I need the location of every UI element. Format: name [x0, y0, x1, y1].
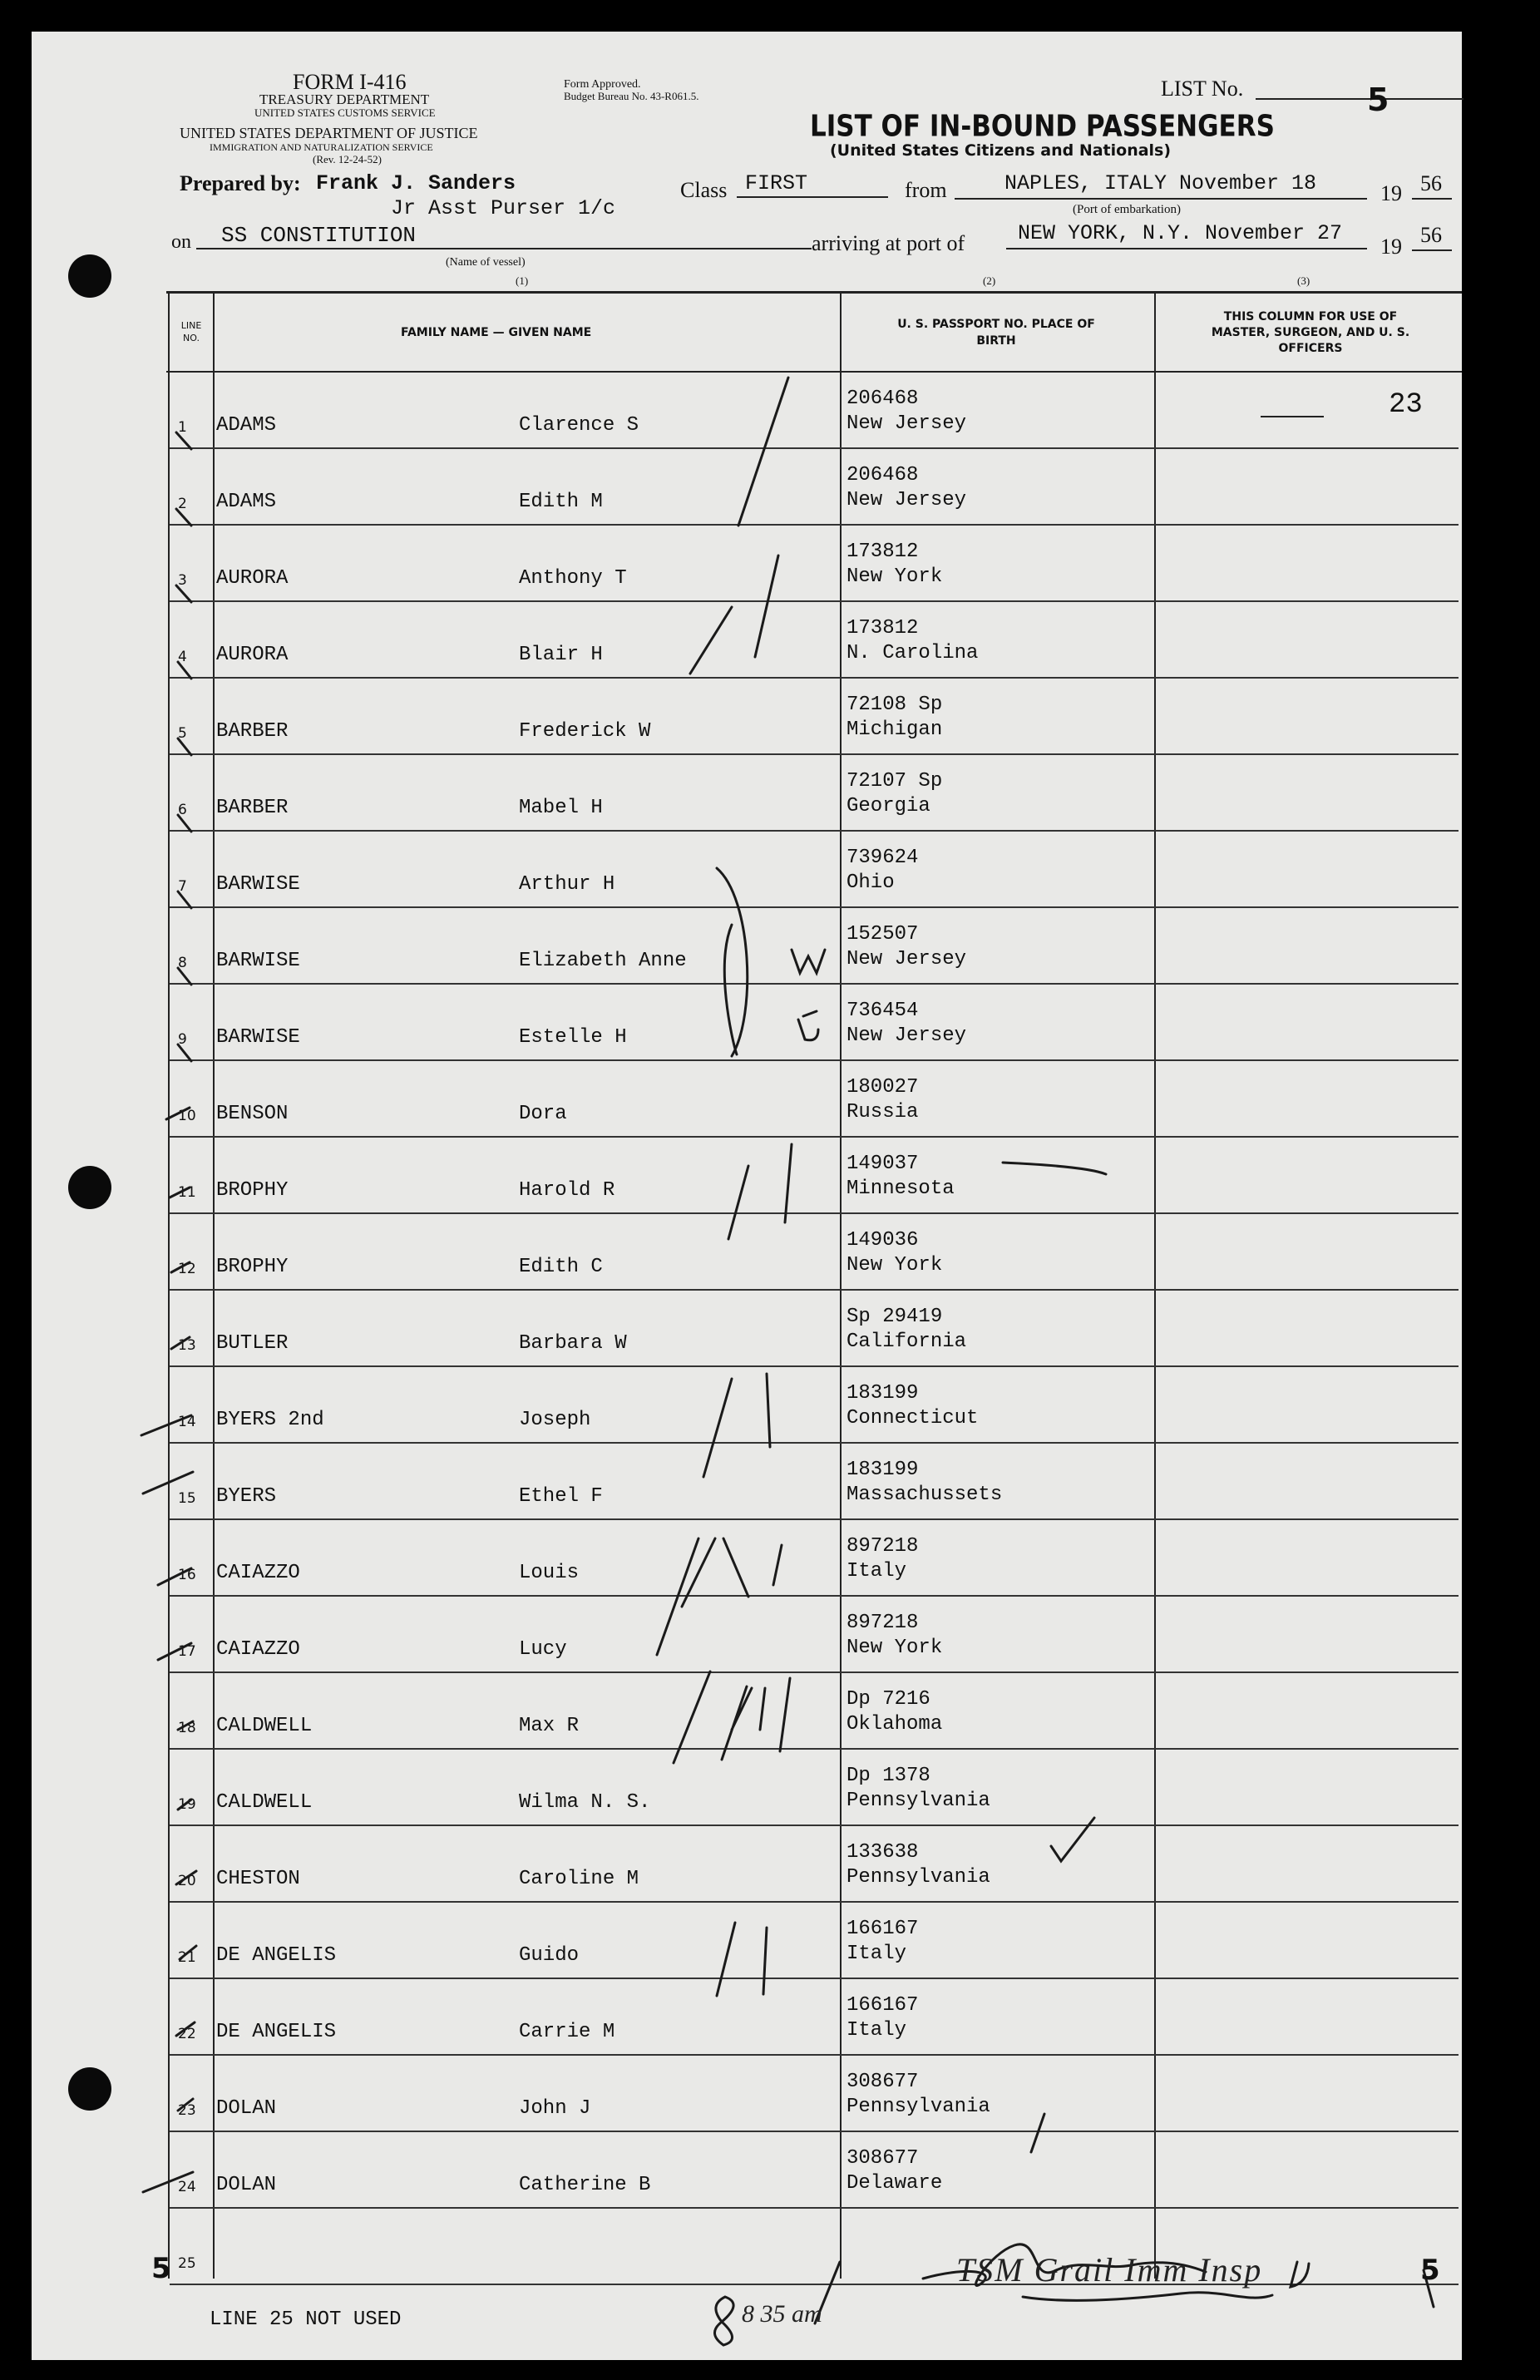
given-name: Carrie M: [519, 2021, 615, 2043]
header-officers: THIS COLUMN FOR USE OF MASTER, SURGEON, AND U. S. OFFICERS: [1211, 310, 1410, 355]
place-of-birth: Oklahoma: [847, 1713, 943, 1736]
place-of-birth: New York: [847, 1637, 943, 1659]
family-name: AURORA: [216, 567, 289, 590]
passport-number: 166167: [847, 1994, 919, 2017]
passport-number: 308677: [847, 2147, 919, 2170]
given-name: Catherine B: [519, 2174, 651, 2196]
place-of-birth: Ohio: [847, 872, 895, 894]
family-name: DE ANGELIS: [216, 1944, 337, 1967]
passport-number: Sp 29419: [847, 1306, 943, 1328]
line-number: 4: [178, 649, 187, 665]
class-label: Class: [680, 178, 728, 202]
place-of-birth: Pennsylvania: [847, 1866, 990, 1889]
given-name: Anthony T: [519, 567, 627, 590]
given-name: Barbara W: [519, 1332, 627, 1355]
from-label: from: [905, 178, 947, 202]
line-number: 20: [178, 1873, 196, 1889]
place-of-birth: New Jersey: [847, 412, 967, 435]
given-name: John J: [519, 2097, 591, 2120]
given-name: Max R: [519, 1715, 580, 1737]
place-of-birth: Georgia: [847, 795, 930, 817]
line-number: 8: [178, 955, 187, 971]
port-embark-note: (Port of embarkation): [1073, 203, 1181, 216]
passport-number: 897218: [847, 1612, 919, 1634]
form-rev: (Rev. 12-24-52): [313, 153, 382, 165]
place-of-birth: Italy: [847, 1943, 907, 1965]
line-number: 22: [178, 2026, 196, 2042]
col2-marker: (2): [983, 274, 996, 287]
passport-number: 180027: [847, 1076, 919, 1099]
place-of-birth: New York: [847, 565, 943, 588]
vessel-name: SS CONSTITUTION: [221, 223, 417, 248]
list-subtitle: (United States Citizens and Nationals): [830, 141, 1172, 160]
given-name: Arthur H: [519, 873, 615, 896]
passport-number: 897218: [847, 1535, 919, 1558]
class-value: FIRST: [745, 171, 808, 195]
form-budget: Budget Bureau No. 43-R061.5.: [564, 90, 699, 102]
place-of-birth: New York: [847, 1254, 943, 1276]
arrival-value: NEW YORK, N.Y. November 27: [1018, 221, 1343, 245]
given-name: Estelle H: [519, 1026, 627, 1049]
place-of-birth: New Jersey: [847, 489, 967, 511]
given-name: Blair H: [519, 644, 603, 666]
place-of-birth: Italy: [847, 2019, 907, 2042]
passport-number: 149036: [847, 1229, 919, 1252]
header-name: FAMILY NAME — GIVEN NAME: [401, 326, 592, 339]
passport-dash-mark: [1003, 1163, 1106, 1174]
family-name: BENSON: [216, 1103, 289, 1125]
passport-number: 206468: [847, 388, 919, 410]
family-name: ADAMS: [216, 414, 277, 437]
officer-note: 23: [1389, 389, 1423, 421]
passport-number: 133638: [847, 1841, 919, 1864]
from-year: 56: [1420, 171, 1442, 195]
form-approved: Form Approved.: [564, 78, 641, 91]
place-of-birth: Delaware: [847, 2172, 943, 2195]
given-name: Louis: [519, 1562, 580, 1584]
place-of-birth: Minnesota: [847, 1178, 955, 1200]
line-number: 25: [178, 2255, 196, 2272]
place-of-birth: Pennsylvania: [847, 1790, 990, 1812]
form-justice: UNITED STATES DEPARTMENT OF JUSTICE: [180, 125, 478, 141]
footer-left-number: 5: [151, 2252, 171, 2285]
line-number: 17: [178, 1643, 196, 1660]
passport-number: Dp 7216: [847, 1688, 930, 1711]
family-name: CALDWELL: [216, 1715, 313, 1737]
col1-marker: (1): [516, 274, 529, 287]
given-name: Frederick W: [519, 720, 651, 743]
given-name: Joseph: [519, 1409, 591, 1431]
family-name: BARWISE: [216, 1026, 300, 1049]
vessel-note: (Name of vessel): [446, 256, 526, 269]
given-name: Mabel H: [519, 797, 603, 819]
line-number: 19: [178, 1796, 196, 1813]
place-of-birth: N. Carolina: [847, 642, 979, 664]
passport-number: 739624: [847, 847, 919, 869]
line-number: 18: [178, 1720, 196, 1736]
family-name: BARBER: [216, 797, 289, 819]
family-name: BYERS: [216, 1485, 277, 1508]
line-number: 1: [178, 419, 187, 436]
passport-number: 183199: [847, 1459, 919, 1481]
form-service: UNITED STATES CUSTOMS SERVICE: [254, 106, 436, 119]
line-number: 21: [178, 1949, 196, 1966]
line-number: 7: [178, 878, 187, 895]
place-of-birth: Massachussets: [847, 1484, 1003, 1506]
line-number: 12: [178, 1261, 196, 1277]
list-number: 5: [1367, 81, 1389, 118]
line-number: 14: [178, 1414, 196, 1430]
line-number: 3: [178, 572, 187, 589]
dolan-tick: [1031, 2114, 1044, 2152]
passport-number: 72107 Sp: [847, 770, 943, 793]
passport-number: 173812: [847, 541, 919, 563]
family-name: BARBER: [216, 720, 289, 743]
prepared-label: Prepared by:: [180, 171, 301, 195]
place-of-birth: New Jersey: [847, 1025, 967, 1047]
line-number: 13: [178, 1337, 196, 1354]
passport-number: 149037: [847, 1153, 919, 1175]
barwise-bracket: [717, 868, 748, 1056]
family-name: ADAMS: [216, 491, 277, 513]
place-of-birth: Pennsylvania: [847, 2096, 990, 2118]
given-name: Edith C: [519, 1256, 603, 1278]
place-of-birth: New Jersey: [847, 948, 967, 970]
check-strokes-names: [657, 378, 792, 1996]
place-of-birth: Connecticut: [847, 1407, 979, 1429]
passport-number: 166167: [847, 1918, 919, 1940]
footer-right-number: 5: [1420, 2254, 1440, 2287]
passport-number: 736454: [847, 1000, 919, 1022]
family-name: CAIAZZO: [216, 1638, 300, 1661]
line-number: 10: [178, 1108, 196, 1124]
given-name: Elizabeth Anne: [519, 950, 687, 972]
line-number: 23: [178, 2102, 196, 2119]
on-label: on: [171, 231, 191, 253]
col3-marker: (3): [1297, 274, 1310, 287]
passport-number: 183199: [847, 1382, 919, 1405]
family-name: BROPHY: [216, 1179, 289, 1202]
passport-number: Dp 1378: [847, 1765, 930, 1787]
given-name: Lucy: [519, 1638, 567, 1661]
from-value: NAPLES, ITALY November 18: [1004, 171, 1317, 195]
passport-number: 206468: [847, 464, 919, 486]
family-name: BARWISE: [216, 873, 300, 896]
given-name: Wilma N. S.: [519, 1791, 651, 1814]
prepared-name: Frank J. Sanders: [316, 171, 516, 195]
line-number: 15: [178, 1490, 196, 1507]
given-name: Ethel F: [519, 1485, 603, 1508]
header-passport: U. S. PASSPORT NO. PLACE OF BIRTH: [897, 318, 1095, 348]
family-name: AURORA: [216, 644, 289, 666]
ws-initials: [792, 950, 825, 1040]
given-name: Guido: [519, 1944, 580, 1967]
given-name: Caroline M: [519, 1868, 639, 1890]
given-name: Clarence S: [519, 414, 639, 437]
family-name: BARWISE: [216, 950, 300, 972]
form-ins: IMMIGRATION AND NATURALIZATION SERVICE: [210, 141, 433, 153]
family-name: CAIAZZO: [216, 1562, 300, 1584]
family-name: DOLAN: [216, 2097, 277, 2120]
place-of-birth: California: [847, 1331, 967, 1353]
place-of-birth: Italy: [847, 1560, 907, 1583]
family-name: CHESTON: [216, 1868, 300, 1890]
arrival-year: 56: [1420, 223, 1442, 247]
place-of-birth: Russia: [847, 1101, 919, 1123]
family-name: DE ANGELIS: [216, 2021, 337, 2043]
prepared-role: Jr Asst Purser 1/c: [391, 196, 616, 220]
line-number: 9: [178, 1031, 187, 1048]
given-name: Harold R: [519, 1179, 615, 1202]
family-name: BUTLER: [216, 1332, 289, 1355]
line-number: 11: [178, 1184, 196, 1201]
list-number-label: LIST No.: [1161, 77, 1244, 101]
line-number: 6: [178, 802, 187, 818]
line-number: 2: [178, 496, 187, 512]
row-check-marks: [141, 432, 196, 2192]
line-number: 24: [178, 2179, 196, 2195]
family-name: DOLAN: [216, 2174, 277, 2196]
passport-number: 173812: [847, 617, 919, 639]
passport-number: 308677: [847, 2071, 919, 2093]
passport-number: 152507: [847, 923, 919, 946]
line-number: 16: [178, 1567, 196, 1583]
family-name: BROPHY: [216, 1256, 289, 1278]
given-name: Edith M: [519, 491, 603, 513]
family-name: CALDWELL: [216, 1791, 313, 1814]
arrival-year-prefix: 19: [1380, 235, 1402, 259]
from-year-prefix: 19: [1380, 181, 1402, 205]
footer-note: LINE 25 NOT USED: [210, 2308, 402, 2331]
form-number: FORM I-416: [293, 70, 407, 94]
signature-handwritten: TSM Grail Imm Insp: [956, 2251, 1263, 2289]
caldwell-tick: [1051, 1818, 1094, 1861]
header-line-no: LINE NO.: [180, 320, 202, 343]
arriving-label: arriving at port of: [812, 231, 965, 255]
form-dept: TREASURY DEPARTMENT: [259, 91, 430, 107]
given-name: Dora: [519, 1103, 567, 1125]
list-title: LIST OF IN-BOUND PASSENGERS: [810, 109, 1275, 144]
time-handwritten: 8 35 am: [742, 2300, 822, 2328]
family-name: BYERS 2nd: [216, 1409, 324, 1431]
passport-number: 72108 Sp: [847, 694, 943, 716]
line-number: 5: [178, 725, 187, 742]
place-of-birth: Michigan: [847, 718, 943, 741]
